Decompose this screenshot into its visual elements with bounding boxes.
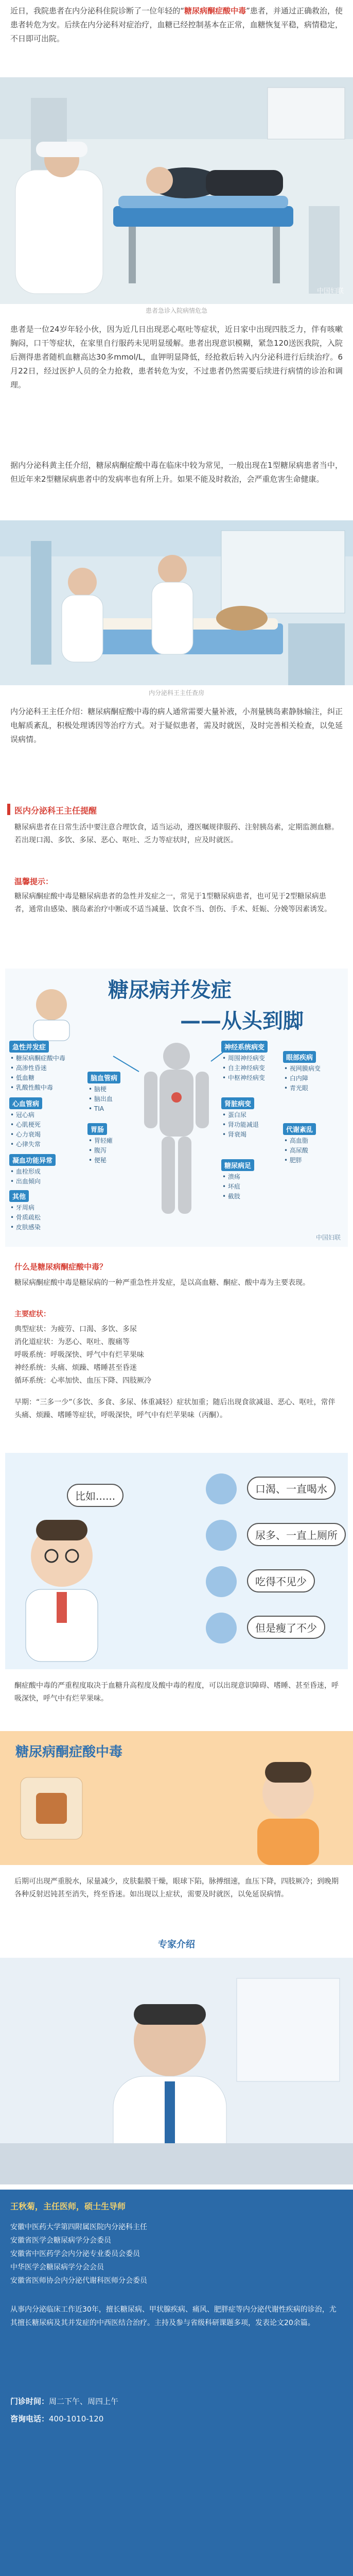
reminder-text-2: 糖尿病酮症酸中毒是糖尿病患者的急性并发症之一，常见于1型糖尿病患者，也可见于2型糖尿病患者，通常由感染、胰岛素治疗中断或不适当减量、饮食不当、创伤、手术、妊娠、分娩等因素诱发。: [14, 892, 331, 913]
expert-bio: 从事内分泌临床工作近30年，擅长糖尿病、甲状腺疾病、痛风、肥胖症等内分泌代谢性疾病的诊治，尤其擅长糖尿病及其并发症的中西医结合治疗。主持及参与省级科研课题多项，发表论文20余篇。: [10, 2306, 337, 2327]
cat-eye-items: • 视网膜病变 • 白内障 • 青光眼: [284, 1065, 321, 1092]
symptom-line: 神经系统：头痛、烦躁、嗜睡甚至昏迷: [14, 1364, 137, 1372]
cat-coag: 凝血功能异常: [9, 1154, 56, 1166]
cat-neuro: 神经系统病变: [221, 1041, 268, 1053]
symptom-bubble: 口渴、一直喝水: [247, 1477, 336, 1500]
infographic-title: 糖尿病并发症: [108, 978, 232, 1002]
expert-roles: [10, 2221, 340, 2287]
cat-kidney: 肾脏病变: [221, 1097, 254, 1109]
cat-coag-items: • 血栓形成 • 出血倾向: [10, 1168, 41, 1185]
dka-question-heading: 什么是糖尿病酮症酸中毒？: [14, 1262, 108, 1272]
patient-photo: [0, 77, 353, 304]
symptom-bubble: 吃得不见少: [247, 1569, 315, 1592]
cat-cardio-items: • 冠心病 • 心肌梗死 • 心力衰竭 • 心律失常: [10, 1111, 41, 1148]
photo2-caption: 内分泌科王主任查房: [148, 689, 204, 697]
expert-info-panel: [0, 2190, 353, 2576]
symptoms-heading: 主要症状：: [14, 1310, 50, 1318]
phone-value[interactable]: 400-1010-120: [49, 2414, 104, 2424]
expert-role: 安徽省医学会糖尿病学分会委员: [10, 2236, 111, 2245]
cat-neuro-items: • 周围神经病变 • 自主神经病变 • 中枢神经病变: [222, 1055, 265, 1081]
photo-watermark: 中国妇联: [316, 287, 344, 295]
symptom-bubble: 尿多、一直上厕所: [247, 1523, 346, 1546]
late-symptoms-text: 后期可出现严重脱水，尿量减少，皮肤黏膜干燥，眼球下陷，脉搏细速，血压下降，四肢厥冷；到晚期各种反射迟钝甚至消失，终至昏迷。如出现以上症状，需要及时就医，以免延误病情。: [14, 1877, 339, 1899]
severity-text: 酮症酸中毒的严重程度取决于血糖升高程度及酸中毒的程度，可以出现意识障碍、嗜睡、甚至昏迷，呼吸深快，呼气中有烂苹果味。: [14, 1682, 339, 1703]
symptoms-cartoon: [5, 1453, 348, 1669]
cat-acute-items: • 糖尿病酮症酸中毒 • 高渗性昏迷 • 低血糖 • 乳酸性酸中毒: [10, 1055, 65, 1091]
cat-kidney-items: • 蛋白尿 • 肾功能减退 • 肾衰竭: [222, 1111, 259, 1138]
expert-role: 中华医学会糖尿病学分会会员: [10, 2263, 104, 2272]
reminder-heading: 医内分泌科王主任提醒: [14, 806, 97, 816]
clinic-time-row: [10, 2396, 118, 2406]
phone-label: 咨询电话：: [10, 2414, 49, 2424]
expert-heading: 专家介绍: [158, 1939, 195, 1950]
reminder-text-1: 糖尿病患者在日常生活中要注意合理饮食，适当运动，遵医嘱规律服药、注射胰岛素，定期监测血糖。若出现口渴、多饮、多尿、恶心、呕吐、乏力等症状时，应及时就医。: [14, 823, 339, 844]
intro-paragraph: 近日，我院患者在内分泌科住院诊断了一位年轻的“糖尿病酮症酸中毒”患者，并通过正确救治，使患者转危为安。后续在内分泌科对症治疗，血糖已经控制基本在正常，血糖恢复平稳，病情稳定，不日即可出院。: [10, 6, 343, 43]
dka-banner-title: 糖尿病酮症酸中毒: [15, 1744, 123, 1760]
symptom-line: 消化道症状：为恶心、呕吐、腹痛等: [14, 1338, 130, 1346]
expert-role: 安徽省中医药学会内分泌专业委员会委员: [10, 2250, 140, 2258]
doctor-portrait-image: [0, 1958, 353, 2184]
symptom-bubble: 但是瘦了不少: [247, 1616, 325, 1639]
hospital-scene-image: [0, 77, 353, 304]
infographic-subtitle: ——从头到脚: [180, 1009, 304, 1033]
early-symptoms-text: 早期：“三多一少”（多饮、多食、多尿、体重减轻）症状加重；随后出现食欲减退、恶心、呕吐，常伴头痛、烦躁、嗜睡等症状，呼吸深快，呼气中有烂苹果味（丙酮）。: [14, 1398, 336, 1419]
story-paragraph-2: 据内分泌科黄主任介绍，糖尿病酮症酸中毒在临床中较为常见，一般出现在1型糖尿病患者当中，但近年来2型糖尿病患者中的发病率也有所上升。如果不能及时救治，会严重危害生命健康。: [10, 461, 343, 484]
dka-definition: 糖尿病酮症酸中毒是糖尿病的一种严重急性并发症，是以高血糖、酮症、酸中毒为主要表现。: [14, 1279, 310, 1287]
expert-role: 安徽省医师协会内分泌代谢科医师分会委员: [10, 2277, 147, 2285]
cat-foot: 糖尿病足: [221, 1159, 254, 1171]
human-body-figure: [5, 969, 348, 1247]
tips-heading: 温馨提示：: [14, 877, 54, 886]
complications-infographic: [5, 969, 348, 1247]
cat-metabolic-items: • 高血脂 • 高尿酸 • 肥胖: [284, 1137, 308, 1164]
dka-banner-image: [0, 1731, 353, 1865]
cat-metabolic: 代谢紊乱: [283, 1123, 316, 1135]
cat-other: 其他: [9, 1190, 29, 1202]
clinic-time-label: 门诊时间：: [10, 2397, 49, 2406]
story-paragraph-3: 内分泌科王主任介绍：糖尿病酮症酸中毒的病人通常需要大量补液，小剂量胰岛素静脉输注，纠正电解质紊乱，积极处理诱因等治疗方式。对于疑似患者，需及时就医，及时完善相关检查，以免延误病情。: [10, 707, 343, 744]
cat-gut: 胃肠: [87, 1123, 107, 1135]
section-marker: [7, 804, 10, 815]
symptoms-list: [14, 1323, 339, 1387]
cat-gut-items: • 胃轻瘫 • 腹泻 • 便秘: [89, 1137, 113, 1164]
expert-photo: [0, 1958, 353, 2184]
cat-foot-items: • 溃疡 • 坏疽 • 截肢: [222, 1173, 240, 1200]
phone-row: [10, 2413, 103, 2424]
speech-bubble: 比如......: [67, 1484, 123, 1507]
intro-highlight: 糖尿病酮症酸中毒: [184, 6, 246, 15]
cat-brain: 脑血管病: [87, 1072, 120, 1083]
dka-banner: [0, 1731, 353, 1865]
symptom-line: 循环系统：心率加快、血压下降、四肢厥冷: [14, 1377, 151, 1385]
photo-caption: 患者急诊入院病情危急: [145, 307, 207, 314]
cat-other-items: • 牙周病 • 骨质疏松 • 皮肤感染: [10, 1204, 41, 1231]
ward-round-photo: [0, 520, 353, 685]
symptom-line: 典型症状：为疲劳、口渴、多饮、多尿: [14, 1325, 137, 1333]
cat-acute: 急性并发症: [9, 1041, 49, 1053]
infographic-watermark: 中国妇联: [315, 1234, 341, 1241]
clinic-time-value: 周二下午、周四上午: [49, 2397, 119, 2406]
symptom-line: 呼吸系统：呼吸深快、呼气中有烂苹果味: [14, 1351, 144, 1359]
cat-brain-items: • 脑梗 • 脑出血 • TIA: [89, 1086, 113, 1112]
cat-cardio: 心血管病: [9, 1097, 42, 1109]
story-paragraph-1: 患者是一位24岁年轻小伙，因为近几日出现恶心呕吐等症状，近日家中出现四肢乏力，伴有咳嗽胸闷，口干等症状，在家里自行服药未见明显缓解。患者出现意识模糊，紧急120送医我院，入院后测得患者随机血糖高达30多mmol/L，血钾明显降低，经抢救后转入内分泌科进行后续治疗。6月22日，经过医护人员的全力抢救，患者转危为安，不过患者仍然需要后续进行病情的诊治和调理。: [10, 325, 343, 389]
cat-eye: 眼部疾病: [283, 1051, 316, 1063]
expert-name-title: 王秋菊，主任医师，硕士生导师: [10, 2201, 126, 2211]
doctor-ward-image: [0, 520, 353, 685]
expert-role: 安徽中医药大学第四附属医院内分泌科主任: [10, 2223, 147, 2231]
